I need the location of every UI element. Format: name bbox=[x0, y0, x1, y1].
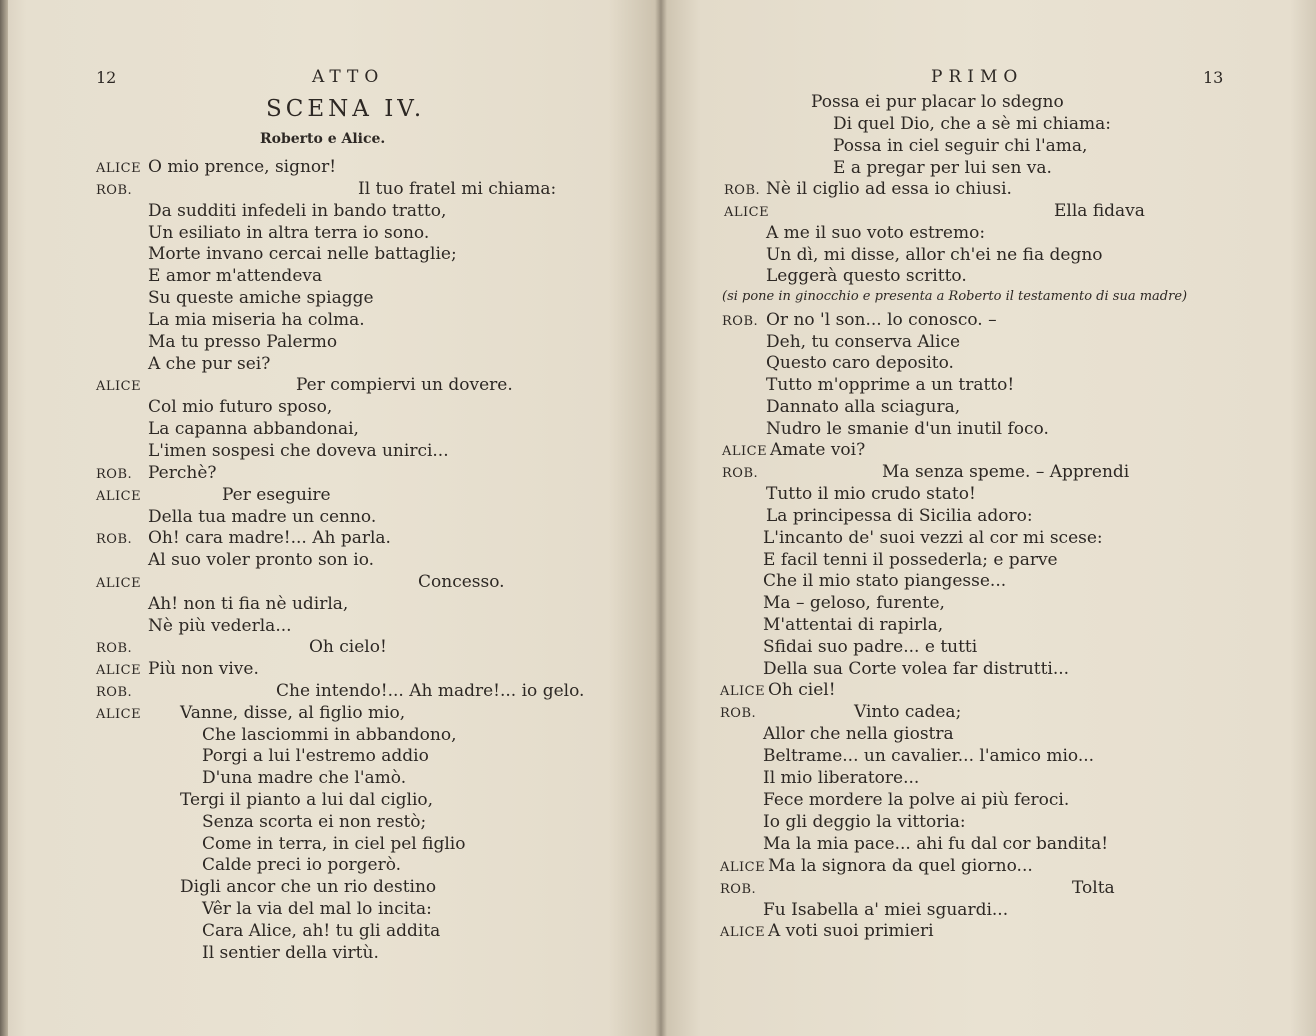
verse-line bbox=[96, 528, 391, 550]
verse-line: Vêr la via del mal lo incita: bbox=[202, 899, 432, 919]
verse-line: La capanna abbandonai, bbox=[148, 419, 359, 439]
verse-line: La mia miseria ha colma. bbox=[148, 310, 365, 330]
verse-text: Nè il ciglio ad essa io chiusi. bbox=[766, 179, 1012, 199]
verse-line bbox=[96, 637, 387, 659]
verse-text: Che intendo!... Ah madre!... io gelo. bbox=[276, 681, 585, 701]
verse-line: Tutto il mio crudo stato! bbox=[766, 484, 976, 504]
verse-text: Amate voi? bbox=[770, 440, 866, 460]
running-head: PRIMO bbox=[931, 67, 1024, 87]
verse-line: Ma tu presso Palermo bbox=[148, 332, 338, 352]
verse-line bbox=[724, 179, 1012, 201]
verse-line: Della tua madre un cenno. bbox=[148, 507, 377, 527]
verse-line bbox=[96, 485, 331, 507]
verse-line: Possa in ciel seguir chi l'ama, bbox=[833, 136, 1088, 156]
verse-line bbox=[96, 572, 505, 594]
verse-line: Nudro le smanie d'un inutil foco. bbox=[766, 419, 1049, 439]
verse-line bbox=[722, 310, 997, 332]
verse-text: Oh! cara madre!... Ah parla. bbox=[148, 528, 391, 548]
speaker-label: ALICE bbox=[724, 205, 770, 220]
verse-text: Oh ciel! bbox=[768, 680, 836, 700]
verse-line bbox=[96, 179, 557, 201]
verse-line: Che il mio stato piangesse... bbox=[763, 571, 1007, 591]
right-page bbox=[661, 0, 1316, 1036]
speaker-label: ROB. bbox=[96, 183, 133, 198]
verse-text: Or no 'l son... lo conosco. – bbox=[766, 310, 997, 330]
speaker-label: ROB. bbox=[724, 183, 761, 198]
verse-line: Allor che nella giostra bbox=[763, 724, 954, 744]
verse-line: Leggerà questo scritto. bbox=[766, 266, 967, 286]
verse-line: Possa ei pur placar lo sdegno bbox=[811, 92, 1064, 112]
verse-line bbox=[724, 201, 1145, 223]
verse-line: E amor m'attendeva bbox=[148, 266, 323, 286]
verse-text: Perchè? bbox=[148, 463, 217, 483]
verse-line: Nè più vederla... bbox=[148, 616, 292, 636]
verse-line: Come in terra, in ciel pel figlio bbox=[202, 834, 466, 854]
verse-line bbox=[96, 375, 513, 397]
speaker-label: ALICE bbox=[96, 663, 142, 678]
verse-text: Vanne, disse, al figlio mio, bbox=[180, 703, 406, 723]
verse-text: Ma senza speme. – Apprendi bbox=[882, 462, 1130, 482]
verse-line: E a pregar per lui sen va. bbox=[833, 158, 1052, 178]
page-number: 12 bbox=[96, 68, 117, 87]
verse-line: Della sua Corte volea far distrutti... bbox=[763, 659, 1070, 679]
speaker-label: ROB. bbox=[96, 685, 133, 700]
running-head: ATTO bbox=[312, 67, 385, 87]
speaker-label: ROB. bbox=[96, 641, 133, 656]
verse-line bbox=[720, 921, 934, 943]
verse-line: Deh, tu conserva Alice bbox=[766, 332, 961, 352]
verse-line: Tutto m'opprime a un tratto! bbox=[766, 375, 1015, 395]
verse-line bbox=[96, 703, 406, 725]
verse-text: Tolta bbox=[1072, 878, 1115, 898]
verse-line bbox=[720, 878, 1115, 900]
scene-title: SCENA IV. bbox=[266, 96, 426, 122]
verse-line: Al suo voler pronto son io. bbox=[148, 550, 375, 570]
verse-line bbox=[720, 856, 1033, 878]
verse-line: Di quel Dio, che a sè mi chiama: bbox=[833, 114, 1111, 134]
verse-line: Fu Isabella a' miei sguardi... bbox=[763, 900, 1009, 920]
speaker-label: ALICE bbox=[720, 925, 766, 940]
verse-line: Beltrame... un cavalier... l'amico mio... bbox=[763, 746, 1095, 766]
verse-text: Per compiervi un dovere. bbox=[296, 375, 513, 395]
verse-line: L'imen sospesi che doveva unirci... bbox=[148, 441, 449, 461]
verse-text: Per eseguire bbox=[222, 485, 331, 505]
verse-line: Porgi a lui l'estremo addio bbox=[202, 746, 429, 766]
verse-line: Ma la mia pace... ahi fu dal cor bandita! bbox=[763, 834, 1109, 854]
verse-text: A voti suoi primieri bbox=[768, 921, 934, 941]
verse-text: Oh cielo! bbox=[309, 637, 387, 657]
verse-line: Col mio futuro sposo, bbox=[148, 397, 333, 417]
stage-direction: (si pone in ginocchio e presenta a Roberto il testamento di sua madre) bbox=[722, 289, 1188, 304]
verse-line: Io gli deggio la vittoria: bbox=[763, 812, 966, 832]
verse-line bbox=[96, 681, 585, 703]
verse-line: Un esiliato in altra terra io sono. bbox=[148, 223, 430, 243]
verse-line bbox=[96, 659, 259, 681]
verse-line: Sfidai suo padre... e tutti bbox=[763, 637, 978, 657]
speaker-label: ALICE bbox=[96, 489, 142, 504]
speaker-label: ROB. bbox=[96, 467, 133, 482]
verse-line: Tergi il pianto a lui dal ciglio, bbox=[180, 790, 434, 810]
speaker-label: ALICE bbox=[96, 379, 142, 394]
verse-line: Senza scorta ei non restò; bbox=[202, 812, 427, 832]
verse-text: Ella fidava bbox=[1054, 201, 1145, 221]
verse-line: A me il suo voto estremo: bbox=[766, 223, 986, 243]
verse-text: Concesso. bbox=[418, 572, 505, 592]
speaker-label: ALICE bbox=[720, 684, 766, 699]
verse-line: Che lasciommi in abbandono, bbox=[202, 725, 457, 745]
verse-line: Ah! non ti fia nè udirla, bbox=[148, 594, 349, 614]
verse-line bbox=[722, 462, 1130, 484]
page-number: 13 bbox=[1203, 68, 1224, 87]
verse-line: Il mio liberatore... bbox=[763, 768, 920, 788]
verse-line: M'attentai di rapirla, bbox=[763, 615, 944, 635]
verse-line: Su queste amiche spiagge bbox=[148, 288, 374, 308]
book-gutter bbox=[655, 0, 667, 1036]
verse-line: Fece mordere la polve ai più feroci. bbox=[763, 790, 1070, 810]
verse-line bbox=[720, 680, 836, 702]
verse-line: Un dì, mi disse, allor ch'ei ne fia degno bbox=[766, 245, 1103, 265]
speaker-label: ALICE bbox=[720, 860, 766, 875]
verse-line: D'una madre che l'amò. bbox=[202, 768, 407, 788]
verse-line bbox=[96, 463, 217, 485]
verse-text: Vinto cadea; bbox=[854, 702, 962, 722]
verse-line: Questo caro deposito. bbox=[766, 353, 954, 373]
verse-text: O mio prence, signor! bbox=[148, 157, 337, 177]
verse-line: Il sentier della virtù. bbox=[202, 943, 379, 963]
verse-text: Il tuo fratel mi chiama: bbox=[358, 179, 557, 199]
verse-line bbox=[96, 157, 337, 179]
speaker-label: ALICE bbox=[96, 707, 142, 722]
verse-line: Morte invano cercai nelle battaglie; bbox=[148, 244, 457, 264]
verse-line: Digli ancor che un rio destino bbox=[180, 877, 437, 897]
verse-line: L'incanto de' suoi vezzi al cor mi scese: bbox=[763, 528, 1103, 548]
verse-line: A che pur sei? bbox=[148, 354, 271, 374]
verse-line: Dannato alla sciagura, bbox=[766, 397, 961, 417]
verse-text: Ma la signora da quel giorno... bbox=[768, 856, 1033, 876]
speaker-label: ALICE bbox=[96, 576, 142, 591]
verse-line: Ma – geloso, furente, bbox=[763, 593, 945, 613]
speaker-label: ALICE bbox=[722, 444, 768, 459]
verse-text: Più non vive. bbox=[148, 659, 259, 679]
verse-line: La principessa di Sicilia adoro: bbox=[766, 506, 1033, 526]
verse-line: Da sudditi infedeli in bando tratto, bbox=[148, 201, 447, 221]
speaker-label: ALICE bbox=[96, 161, 142, 176]
speaker-label: ROB. bbox=[720, 706, 757, 721]
verse-line: E facil tenni il possederla; e parve bbox=[763, 550, 1058, 570]
verse-line: Cara Alice, ah! tu gli addita bbox=[202, 921, 441, 941]
verse-line bbox=[720, 702, 962, 724]
speaker-label: ROB. bbox=[722, 466, 759, 481]
verse-line bbox=[722, 440, 866, 462]
speaker-label: ROB. bbox=[96, 532, 133, 547]
speaker-label: ROB. bbox=[722, 314, 759, 329]
scene-persons: Roberto e Alice. bbox=[260, 131, 386, 147]
verse-line: Calde preci io porgerò. bbox=[202, 855, 402, 875]
speaker-label: ROB. bbox=[720, 882, 757, 897]
page-edge bbox=[0, 0, 8, 1036]
